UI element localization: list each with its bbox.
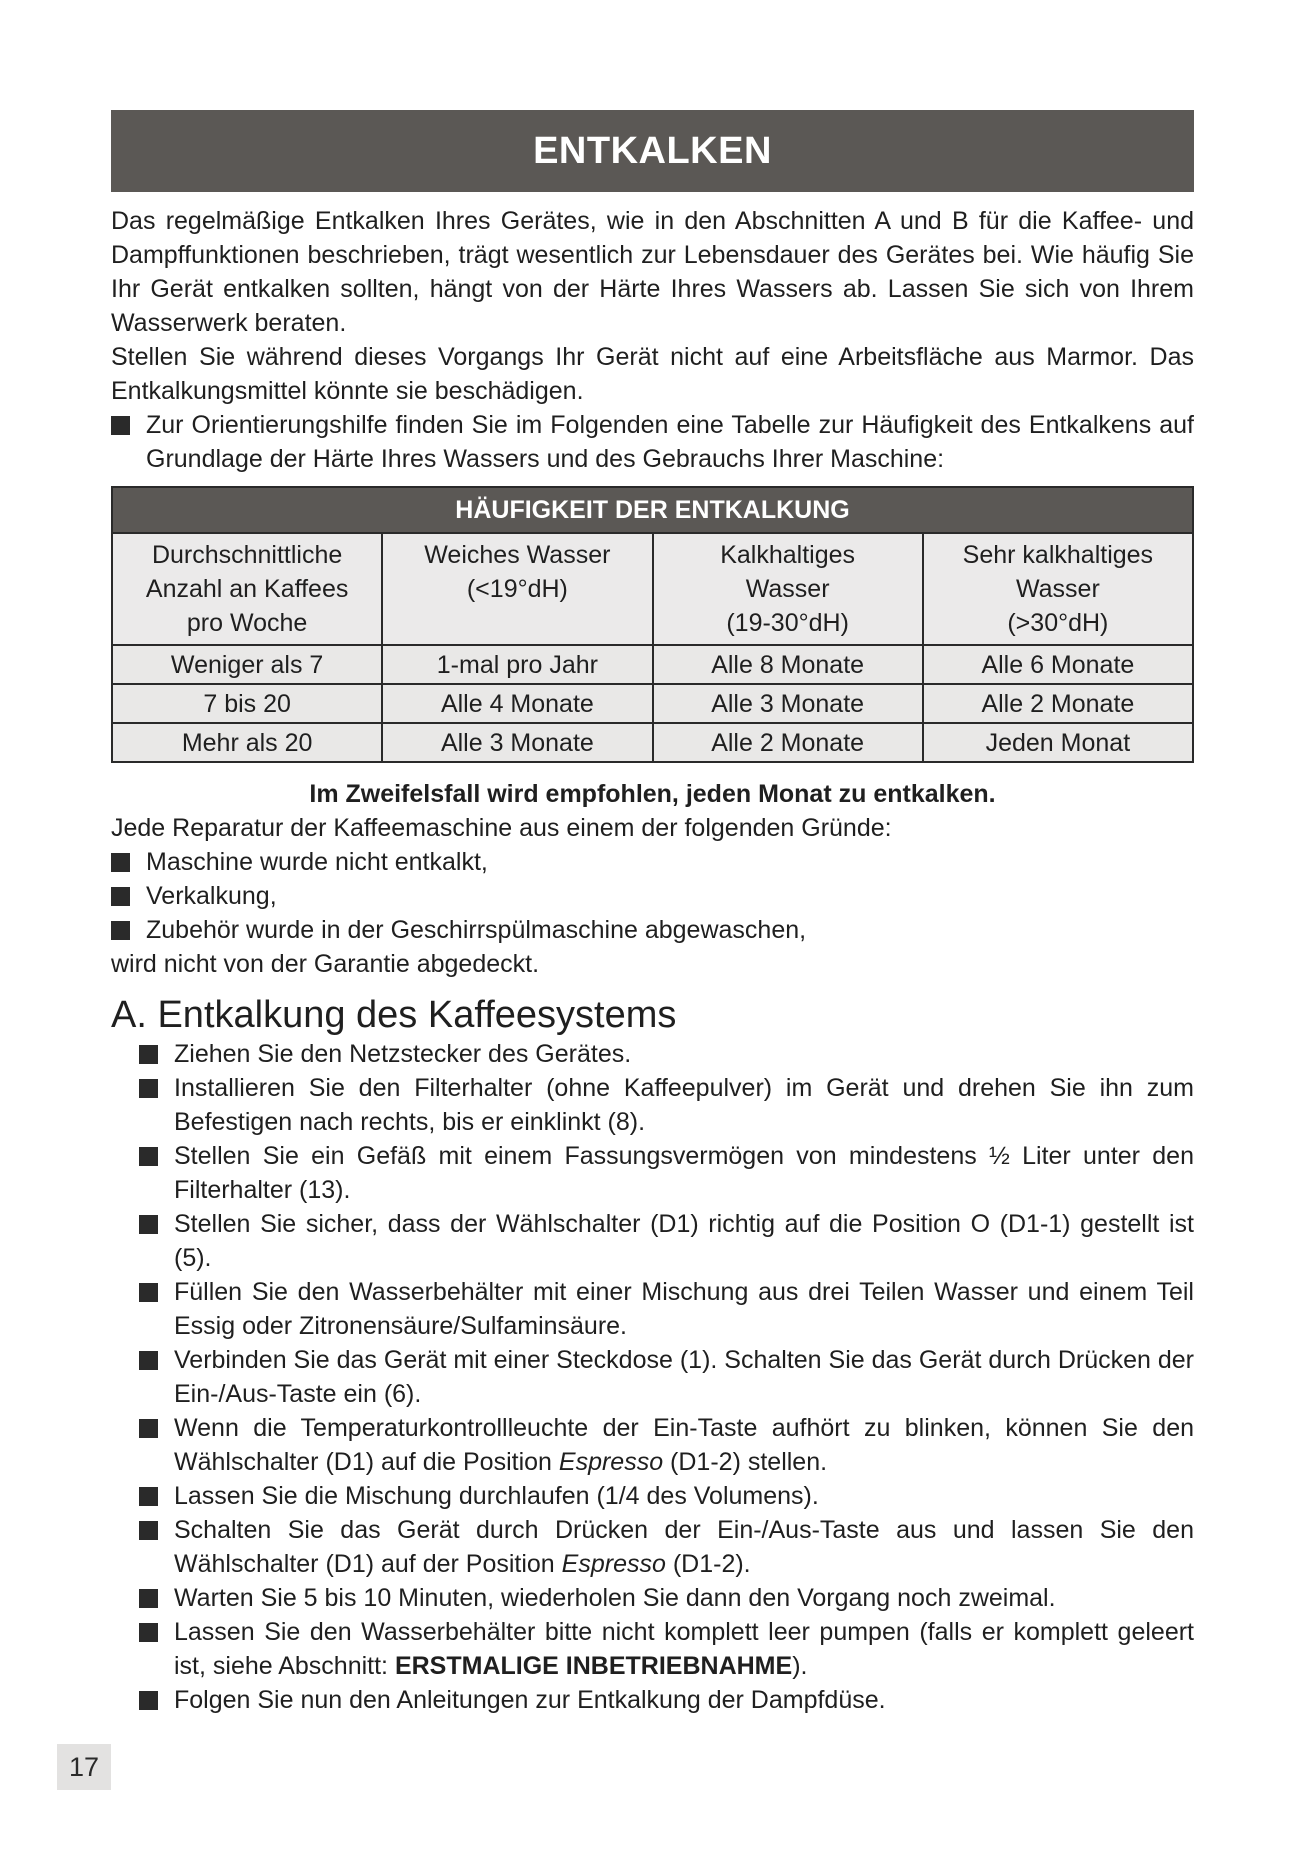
recommendation-note: Im Zweifelsfall wird empfohlen, jeden Monat zu entkalken. (309, 780, 996, 808)
step-text-part: Schalten Sie das Gerät durch Drücken der Ein-/Aus-Taste aus und lassen Sie den Wählschalter (D1) auf der Position (174, 1516, 1194, 1578)
list-item (111, 913, 1194, 947)
table-cell: Alle 8 Monate (653, 645, 923, 684)
table-cell: Jeden Monat (923, 723, 1193, 762)
page-title: ENTKALKEN (533, 129, 772, 172)
table-cell: Mehr als 20 (112, 723, 382, 762)
step-text-part: (D1-2). (665, 1550, 751, 1578)
step-text: Ziehen Sie den Netzstecker des Gerätes. (174, 1040, 632, 1068)
step-item (139, 1615, 1194, 1683)
warranty-lead: Jede Reparatur der Kaffeemaschine aus einem der folgenden Gründe: (111, 814, 892, 842)
square-bullet-icon (139, 1147, 158, 1166)
step-text-part: (D1-2) stellen. (663, 1448, 828, 1476)
column-header-line: Weiches Wasser (424, 541, 611, 569)
list-item-text: Zubehör wurde in der Geschirrspülmaschine abgewaschen, (146, 916, 807, 944)
table-cell: Alle 3 Monate (382, 723, 652, 762)
intro-text (111, 204, 1194, 476)
intro-bullet-text: Zur Orientierungshilfe finden Sie im Folgenden eine Tabelle zur Häufigkeit des Entkalkens auf Grundlage der Härte Ihres Wassers und des Gebrauchs Ihrer Maschine: (146, 411, 1194, 473)
step-text (174, 1513, 1194, 1581)
square-bullet-icon (139, 1215, 158, 1234)
step-item (139, 1275, 1194, 1343)
step-item (139, 1411, 1194, 1479)
section-a-steps (111, 1037, 1194, 1717)
column-header-line: Durchschnittliche (151, 541, 343, 569)
table-cell: Alle 4 Monate (382, 684, 652, 723)
column-header-line: Wasser (1015, 575, 1100, 603)
square-bullet-icon (139, 1045, 158, 1064)
step-text-emphasis: Espresso (561, 1550, 666, 1578)
list-item (111, 845, 1194, 879)
square-bullet-icon (139, 1351, 158, 1370)
column-header (382, 533, 652, 645)
square-bullet-icon (111, 921, 130, 940)
table-cell: Alle 2 Monate (653, 723, 923, 762)
step-text: Installieren Sie den Filterhalter (ohne Kaffeepulver) im Gerät und drehen Sie ihn zum Befestigen nach rechts, bis er einklinkt (8). (174, 1074, 1194, 1136)
square-bullet-icon (139, 1521, 158, 1540)
step-item (139, 1139, 1194, 1207)
table-cell: Weniger als 7 (112, 645, 382, 684)
table-cell: 1-mal pro Jahr (382, 645, 652, 684)
table-row (112, 723, 1193, 762)
step-text: Warten Sie 5 bis 10 Minuten, wiederholen Sie dann den Vorgang noch zweimal. (174, 1584, 1056, 1612)
square-bullet-icon (111, 887, 130, 906)
square-bullet-icon (139, 1079, 158, 1098)
table-title: HÄUFIGKEIT DER ENTKALKUNG (112, 487, 1193, 533)
column-header-line: (>30°dH) (1007, 609, 1109, 637)
column-header (112, 533, 382, 645)
descaling-frequency-table (111, 486, 1194, 763)
step-item (139, 1683, 1194, 1717)
step-text-part: ). (792, 1652, 808, 1680)
step-item (139, 1581, 1194, 1615)
table-cell: Alle 6 Monate (923, 645, 1193, 684)
table-cell: Alle 2 Monate (923, 684, 1193, 723)
table-header-row (112, 533, 1193, 645)
step-text-part: Lassen Sie den Wasserbehälter bitte nicht komplett leer pumpen (falls er komplett geleert ist, siehe Abschnitt: (174, 1618, 1194, 1680)
list-item-text: Maschine wurde nicht entkalkt, (146, 848, 488, 876)
page-number: 17 (57, 1744, 111, 1790)
column-header (653, 533, 923, 645)
step-item (139, 1207, 1194, 1275)
square-bullet-icon (111, 416, 130, 435)
table-row (112, 684, 1193, 723)
square-bullet-icon (139, 1623, 158, 1642)
step-text: Folgen Sie nun den Anleitungen zur Entkalkung der Dampfdüse. (174, 1686, 886, 1714)
step-item (139, 1343, 1194, 1411)
list-item (111, 879, 1194, 913)
square-bullet-icon (139, 1283, 158, 1302)
column-header-line: pro Woche (186, 609, 308, 637)
column-header-line: (19-30°dH) (726, 609, 849, 637)
table-cell: Alle 3 Monate (653, 684, 923, 723)
step-text: Füllen Sie den Wasserbehälter mit einer Mischung aus drei Teilen Wasser und einem Teil Essig oder Zitronensäure/Sulfaminsäure. (174, 1278, 1194, 1340)
square-bullet-icon (139, 1487, 158, 1506)
column-header-line: Wasser (745, 575, 830, 603)
table-row (112, 645, 1193, 684)
square-bullet-icon (139, 1589, 158, 1608)
column-header-line: (<19°dH) (466, 575, 568, 603)
step-item (139, 1037, 1194, 1071)
column-header-line: Kalkhaltiges (720, 541, 856, 569)
step-text-part: Wenn die Temperaturkontrollleuchte der Ein-Taste aufhört zu blinken, können Sie den Wählschalter (D1) auf die Position (174, 1414, 1194, 1476)
step-text: Lassen Sie die Mischung durchlaufen (1/4 des Volumens). (174, 1482, 819, 1510)
intro-bullet (111, 408, 1194, 476)
step-item (139, 1513, 1194, 1581)
intro-paragraph-2: Stellen Sie während dieses Vorgangs Ihr Gerät nicht auf eine Arbeitsfläche aus Marmor. Das Entkalkungsmittel könnte sie beschädigen. (111, 343, 1194, 405)
step-text: Stellen Sie ein Gefäß mit einem Fassungsvermögen von mindestens ½ Liter unter den Filterhalter (13). (174, 1142, 1194, 1204)
step-item (139, 1071, 1194, 1139)
square-bullet-icon (139, 1419, 158, 1438)
column-header-line: Anzahl an Kaffees (145, 575, 349, 603)
intro-paragraph-1: Das regelmäßige Entkalken Ihres Gerätes, wie in den Abschnitten A und B für die Kaffee- und Dampffunktionen beschrieben, trägt wesentlich zur Lebensdauer des Gerätes bei. Wie häufig Sie Ihr Gerät entkalken sollten, hängt von der Härte Ihres Wassers ab. Lassen Sie sich von Ihrem Wasserwerk beraten. (111, 207, 1194, 337)
step-item (139, 1479, 1194, 1513)
warranty-tail: wird nicht von der Garantie abgedeckt. (111, 950, 540, 978)
step-text-emphasis: Espresso (558, 1448, 664, 1476)
table-cell: 7 bis 20 (112, 684, 382, 723)
step-text: Stellen Sie sicher, dass der Wählschalter (D1) richtig auf die Position O (D1-1) gestellt ist (5). (174, 1210, 1194, 1272)
step-text (174, 1411, 1194, 1479)
section-a-heading: A. Entkalkung des Kaffeesystems (111, 994, 677, 1036)
section-title-bar (111, 110, 1194, 192)
list-item-text: Verkalkung, (146, 882, 277, 910)
column-header (923, 533, 1193, 645)
step-text (174, 1615, 1194, 1683)
step-text: Verbinden Sie das Gerät mit einer Steckdose (1). Schalten Sie das Gerät durch Drücken der Ein-/Aus-Taste ein (6). (174, 1346, 1194, 1408)
step-text-strong: ERSTMALIGE INBETRIEBNAHME (394, 1652, 793, 1680)
page-content (111, 110, 1194, 1717)
square-bullet-icon (139, 1691, 158, 1710)
square-bullet-icon (111, 853, 130, 872)
column-header-line: Sehr kalkhaltiges (962, 541, 1154, 569)
